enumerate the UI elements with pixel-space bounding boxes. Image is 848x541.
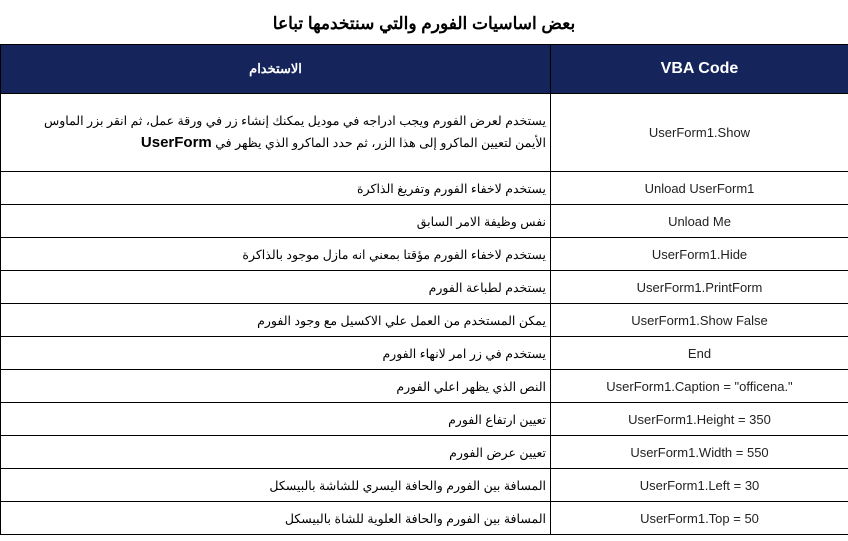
code-cell: UserForm1.Width = 550 xyxy=(551,436,848,469)
code-cell: End xyxy=(551,337,848,370)
table-row xyxy=(1,337,848,370)
header-vba-code: VBA Code xyxy=(551,45,848,94)
table-row xyxy=(1,238,848,271)
table-row xyxy=(1,436,848,469)
code-cell: UserForm1.Left = 30 xyxy=(551,469,848,502)
usage-line-1: يستخدم لعرض الفورم ويجب ادراجه في موديل يمكنك إنشاء زر في ورقة عمل، ثم انقر بزر الماوس xyxy=(43,114,546,128)
table-row xyxy=(1,205,848,238)
usage-cell: تعيين عرض الفورم xyxy=(1,436,551,469)
code-cell: UserForm1.Hide xyxy=(551,238,848,271)
code-cell: UserForm1.PrintForm xyxy=(551,271,848,304)
table-row xyxy=(1,403,848,436)
code-cell: UserForm1.Show xyxy=(551,94,848,172)
table-row xyxy=(1,370,848,403)
code-cell: UserForm1.Show False xyxy=(551,304,848,337)
usage-line-2-text: الأيمن لتعيين الماكرو إلى هذا الزر، ثم حدد الماكرو الذي يظهر في xyxy=(215,136,546,150)
usage-cell: المسافة بين الفورم والحافة اليسري للشاشة بالبيسكل xyxy=(1,469,551,502)
header-usage: الاستخدام xyxy=(1,45,551,94)
usage-cell: يمكن المستخدم من العمل علي الاكسيل مع وجود الفورم xyxy=(1,304,551,337)
table-row xyxy=(1,304,848,337)
page-title: بعض اساسيات الفورم والتي سنتخدمها تباعا xyxy=(272,14,576,33)
table-header-row xyxy=(1,45,848,94)
code-cell: UserForm1.Height = 350 xyxy=(551,403,848,436)
usage-line-2 xyxy=(1,132,546,154)
usage-cell: يستخدم لطباعة الفورم xyxy=(1,271,551,304)
table-row xyxy=(1,271,848,304)
usage-cell: النص الذي يظهر اعلي الفورم xyxy=(1,370,551,403)
usage-cell: المسافة بين الفورم والحافة العلوية للشاة بالبيسكل xyxy=(1,502,551,535)
usage-cell: يستخدم لاخفاء الفورم مؤقتا بمعني انه مازل موجود بالذاكرة xyxy=(1,238,551,271)
table-row xyxy=(1,172,848,205)
table-row xyxy=(1,469,848,502)
table-row xyxy=(1,502,848,535)
code-cell: UserForm1.Top = 50 xyxy=(551,502,848,535)
code-cell: Unload Me xyxy=(551,205,848,238)
code-cell: UserForm1.Caption = "officena." xyxy=(551,370,848,403)
usage-cell: نفس وظيفة الامر السابق xyxy=(1,205,551,238)
usage-cell: يستخدم لاخفاء الفورم وتفريغ الذاكرة xyxy=(1,172,551,205)
vba-table xyxy=(0,44,848,535)
usage-cell: تعيين ارتفاع الفورم xyxy=(1,403,551,436)
usage-userform-keyword: UserForm xyxy=(140,134,212,151)
table-row xyxy=(1,94,848,172)
code-cell: Unload UserForm1 xyxy=(551,172,848,205)
usage-cell: يستخدم في زر امر لانهاء الفورم xyxy=(1,337,551,370)
usage-cell xyxy=(1,94,551,172)
